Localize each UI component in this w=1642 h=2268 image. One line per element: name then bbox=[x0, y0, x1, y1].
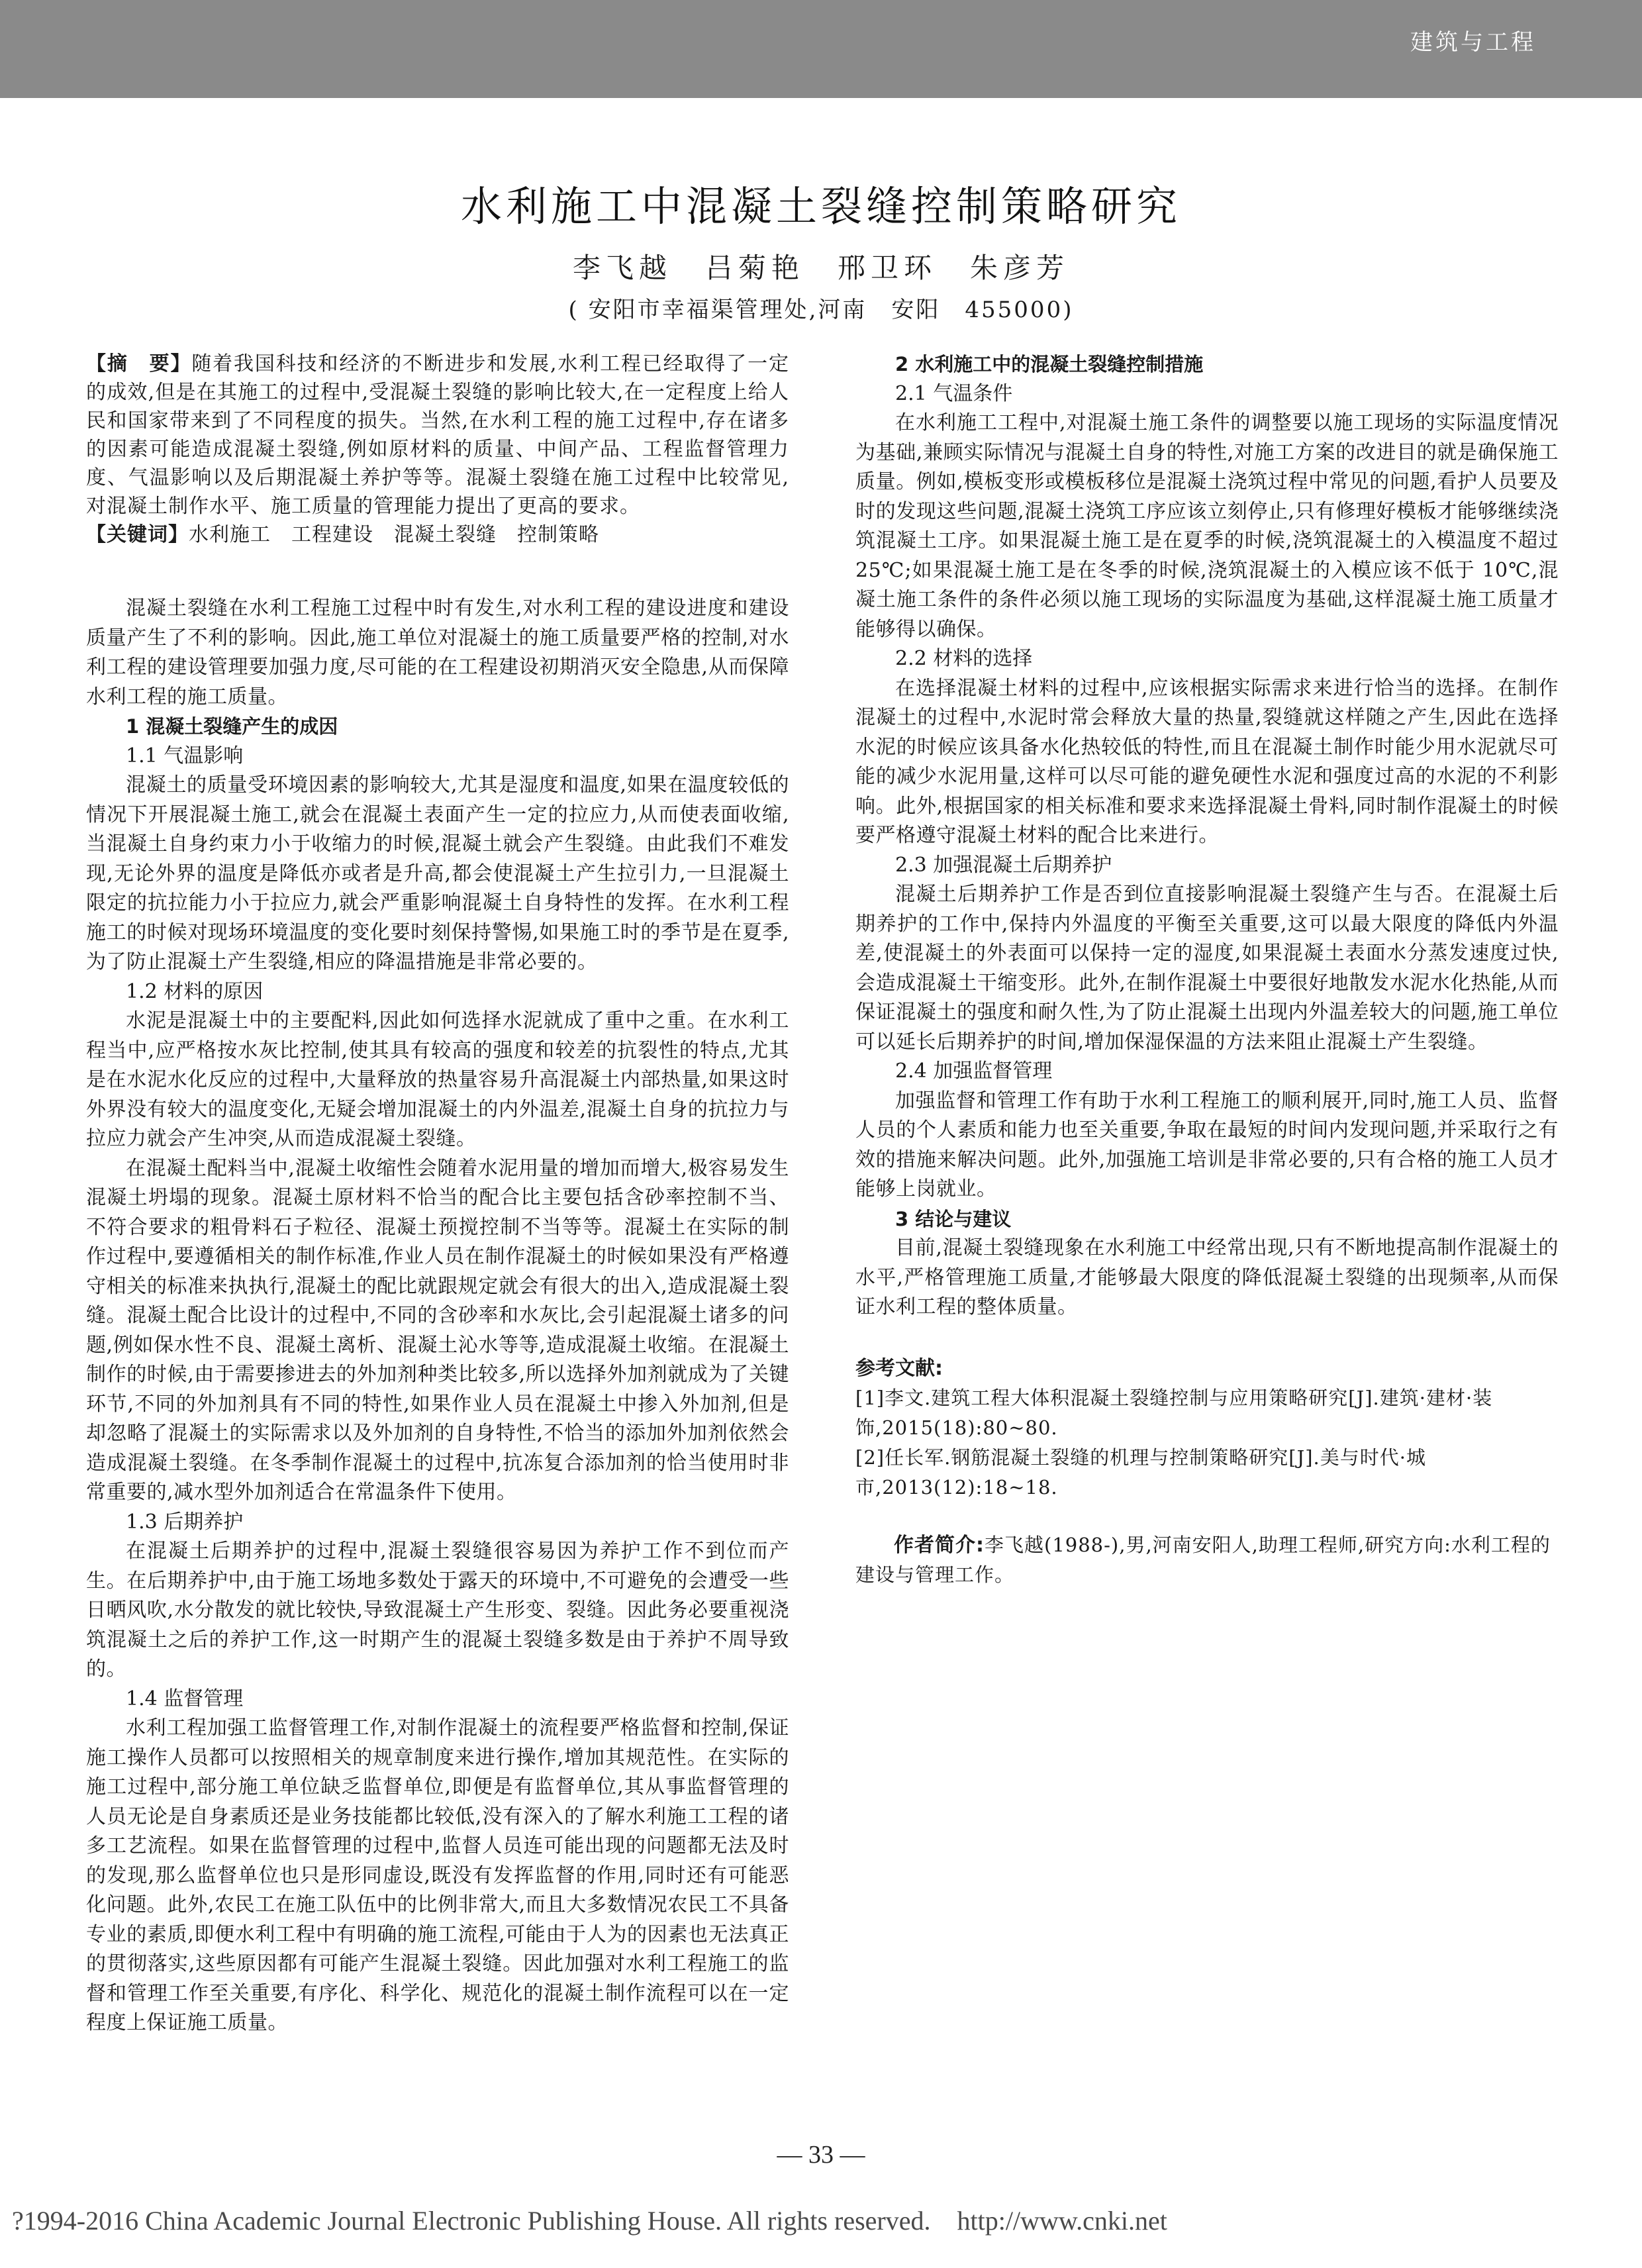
section-1-3-paragraph: 在混凝土后期养护的过程中,混凝土裂缝很容易因为养护工作不到位而产生。在后期养护中,由于施工场地多数处于露天的环境中,不可避免的会遭受一些日晒风吹,水分散发的就比较快,导致混凝土产生形变、裂缝。因此务必要重视浇筑混凝土之后的养护工作,这一时期产生的混凝土裂缝多数是由于养护不周导致的。 bbox=[86, 1540, 789, 1681]
section-2-1-paragraph: 在水利施工工程中,对混凝土施工条件的调整要以施工现场的实际温度情况为基础,兼顾实际情况与混凝土自身的特性,对施工方案的改进目的就是确保施工质量。例如,模板变形或模板移位是混凝土浇筑过程中常见的问题,看护人员要及时的发现这些问题,混凝土浇筑工序应该立刻停止,只有修理好模板才能够继续浇筑混凝土工序。如果混凝土施工是在夏季的时候,浇筑混凝土的入模温度不超过 25℃;如果混凝土施工是在冬季的时候,浇筑混凝土的入模应该不低于 10℃,混凝土施工条件的条件必须以施工现场的实际温度为基础,这样混凝土施工质量才能够得以确保。 bbox=[855, 411, 1559, 641]
section-2-4-paragraph: 加强监督和管理工作有助于水利工程施工的顺利展开,同时,施工人员、监督人员的个人素质和能力也至关重要,争取在最短的时间内发现问题,并采取行之有效的措施来解决问题。此外,加强施工培训是非常必要的,只有合格的施工人员才能够上岗就业。 bbox=[855, 1089, 1559, 1201]
left-column bbox=[86, 350, 789, 2038]
keywords-label: 【关键词】 bbox=[86, 523, 189, 546]
section-2-1-heading: 2.1 气温条件 bbox=[895, 381, 1013, 405]
reference-item: [1]李文.建筑工程大体积混凝土裂缝控制与应用策略研究[J].建筑·建材·装饰,2015(18):80~80. bbox=[855, 1386, 1493, 1439]
section-1-heading: 1 混凝土裂缝产生的成因 bbox=[126, 715, 338, 738]
intro-paragraph: 混凝土裂缝在水利工程施工过程中时有发生,对水利工程的建设进度和建设质量产生了不利的影响。因此,施工单位对混凝土的施工质量要严格的控制,对水利工程的建设管理要加强力度,尽可能的在工程建设初期消灭安全隐患,从而保障水利工程的施工质量。 bbox=[86, 597, 789, 709]
section-1-2-paragraph-1: 水泥是混凝土中的主要配料,因此如何选择水泥就成了重中之重。在水利工程当中,应严格按水灰比控制,使其具有较高的强度和较差的抗裂性的特点,尤其是在水泥水化反应的过程中,大量释放的热量容易升高混凝土内部热量,如果这时外界没有较大的温度变化,无疑会增加混凝土的内外温差,混凝土自身的抗拉力与拉应力就会产生冲突,从而造成混凝土裂缝。 bbox=[86, 1009, 789, 1150]
section-1-2-heading: 1.2 材料的原因 bbox=[126, 979, 264, 1003]
copyright-footer: ?1994-2016 China Academic Journal Electronic Publishing House. All rights reserved. http://www.cnki.net bbox=[12, 2206, 1167, 2236]
section-2-3-paragraph: 混凝土后期养护工作是否到位直接影响混凝土裂缝产生与否。在混凝土后期养护的工作中,保持内外温度的平衡至关重要,这可以最大限度的降低内外温差,使混凝土的外表面可以保持一定的湿度,如果混凝土表面水分蒸发速度过快,会造成混凝土干缩变形。此外,在制作混凝土中要很好地散发水泥水化热能,从而保证混凝土的强度和耐久性,为了防止混凝土出现内外温差较大的问题,施工单位可以延长后期养护的时间,增加保湿保温的方法来阻止混凝土产生裂缝。 bbox=[855, 883, 1559, 1054]
section-2-2-paragraph: 在选择混凝土材料的过程中,应该根据实际需求来进行恰当的选择。在制作混凝土的过程中,水泥时常会释放大量的热量,裂缝就这样随之产生,因此在选择水泥的时候应该具备水化热较低的特性,而且在混凝土制作时能少用水泥就尽可能的减少水泥用量,这样可以尽可能的避免硬性水泥和强度过高的水泥的不利影响。此外,根据国家的相关标准和要求来选择混凝土骨料,同时制作混凝土的时候要严格遵守混凝土材料的配合比来进行。 bbox=[855, 676, 1559, 847]
section-2-4-heading: 2.4 加强监督管理 bbox=[895, 1060, 1053, 1083]
article-authors: 李飞越 吕菊艳 邢卫环 朱彦芳 bbox=[572, 252, 1069, 284]
article-title: 水利施工中混凝土裂缝控制策略研究 bbox=[460, 182, 1181, 230]
section-1-4-paragraph: 水利工程加强工监督管理工作,对制作混凝土的流程要严格监督和控制,保证施工操作人员都可以按照相关的规章制度来进行操作,增加其规范性。在实际的施工过程中,部分施工单位缺乏监督单位,即便是有监督单位,其从事监督管理的人员无论是自身素质还是业务技能都比较低,没有深入的了解水利施工工程的诸多工艺流程。如果在监督管理的过程中,监督人员连可能出现的问题都无法及时的发现,那么监督单位也只是形同虚设,既没有发挥监督的作用,同时还有可能恶化问题。此外,农民工在施工队伍中的比例非常大,而且大多数情况农民工不具备专业的素质,即便水利工程中有明确的施工流程,可能由于人为的因素也无法真正的贯彻落实,这些原因都有可能产生混凝土裂缝。因此加强对水利工程施工的监督和管理工作至关重要,有序化、科学化、规范化的混凝土制作流程可以在一定程度上保证施工质量。 bbox=[86, 1716, 789, 2034]
spacer bbox=[86, 549, 789, 594]
abstract-label: 【摘 要】 bbox=[86, 352, 192, 375]
section-2-3-heading: 2.3 加强混凝土后期养护 bbox=[895, 853, 1112, 877]
section-1-1-paragraph: 混凝土的质量受环境因素的影响较大,尤其是湿度和温度,如果在温度较低的情况下开展混凝土施工,就会在混凝土表面产生一定的拉应力,从而使表面收缩,当混凝土自身约束力小于收缩力的时候,混凝土就会产生裂缝。由此我们不难发现,无论外界的温度是降低亦或者是升高,都会使混凝土产生拉引力,一旦混凝土限定的抗拉能力小于拉应力,就会严重影响混凝土自身特性的发挥。在水利工程施工的时候对现场环境温度的变化要时刻保持警惕,如果施工时的季节是在夏季,为了防止混凝土产生裂缝,相应的降温措施是非常必要的。 bbox=[86, 773, 789, 973]
page-number: — 33 — bbox=[777, 2141, 865, 2169]
author-bio bbox=[855, 1530, 1559, 1590]
right-column bbox=[855, 350, 1559, 1590]
section-1-1-heading: 1.1 气温影响 bbox=[126, 744, 244, 767]
article-affiliation: ( 安阳市幸福渠管理处,河南 安阳 455000) bbox=[568, 297, 1074, 323]
author-bio-text: 李飞越(1988-),男,河南安阳人,助理工程师,研究方向:水利工程的建设与管理工作。 bbox=[855, 1533, 1551, 1586]
section-1-3-heading: 1.3 后期养护 bbox=[126, 1510, 244, 1534]
section-3-heading: 3 结论与建议 bbox=[895, 1207, 1012, 1230]
abstract bbox=[86, 350, 789, 520]
section-1-4-heading: 1.4 监督管理 bbox=[126, 1687, 244, 1710]
author-bio-label: 作者简介: bbox=[894, 1533, 985, 1557]
keywords bbox=[86, 520, 789, 549]
section-1-2-paragraph-2: 在混凝土配料当中,混凝土收缩性会随着水泥用量的增加而增大,极容易发生混凝土坍塌的现象。混凝土原材料不恰当的配合比主要包括含砂率控制不当、不符合要求的粗骨料石子粒径、混凝土预搅控制不当等等。混凝土在实际的制作过程中,要遵循相关的制作标准,作业人员在制作混凝土的时候如果没有严格遵守相关的标准来执执行,混凝土的配比就跟规定就会有很大的出入,造成混凝土裂缝。混凝土配合比设计的过程中,不同的含砂率和水灰比,会引起混凝土诸多的问题,例如保水性不良、混凝土离析、混凝土沁水等等,造成混凝土收缩。在混凝土制作的时候,由于需要掺进去的外加剂种类比较多,所以选择外加剂就成为了关键环节,不同的外加剂具有不同的特性,如果作业人员在混凝土中掺入外加剂,但是却忽略了混凝土的实际需求以及外加剂的自身特性,不恰当的添加外加剂依然会造成混凝土裂缝。在冬季制作混凝土的过程中,抗冻复合添加剂的恰当使用时非常重要的,减水型外加剂适合在常温条件下使用。 bbox=[86, 1156, 789, 1504]
section-2-heading: 2 水利施工中的混凝土裂缝控制措施 bbox=[895, 353, 1204, 375]
section-2-2-heading: 2.2 材料的选择 bbox=[895, 647, 1033, 670]
header-band bbox=[0, 0, 1642, 98]
section-label: 建筑与工程 bbox=[1410, 29, 1536, 56]
references-heading: 参考文献: bbox=[855, 1356, 943, 1380]
reference-item: [2]任长军.钢筋混凝土裂缝的机理与控制策略研究[J].美与时代·城市,2013(12):18~18. bbox=[855, 1446, 1426, 1499]
section-3-paragraph: 目前,混凝土裂缝现象在水利施工中经常出现,只有不断地提高制作混凝土的水平,严格管理施工质量,才能够最大限度的降低混凝土裂缝的出现频率,从而保证水利工程的整体质量。 bbox=[855, 1236, 1559, 1318]
abstract-text: 随着我国科技和经济的不断进步和发展,水利工程已经取得了一定的成效,但是在其施工的过程中,受混凝土裂缝的影响比较大,在一定程度上给人民和国家带来到了不同程度的损失。当然,在水利工程的施工过程中,存在诸多的因素可能造成混凝土裂缝,例如原材料的质量、中间产品、工程监督管理力度、气温影响以及后期混凝土养护等等。混凝土裂缝在施工过程中比较常见,对混凝土制作水平、施工质量的管理能力提出了更高的要求。 bbox=[86, 352, 789, 518]
keywords-text: 水利施工 工程建设 混凝土裂缝 控制策略 bbox=[189, 523, 599, 546]
